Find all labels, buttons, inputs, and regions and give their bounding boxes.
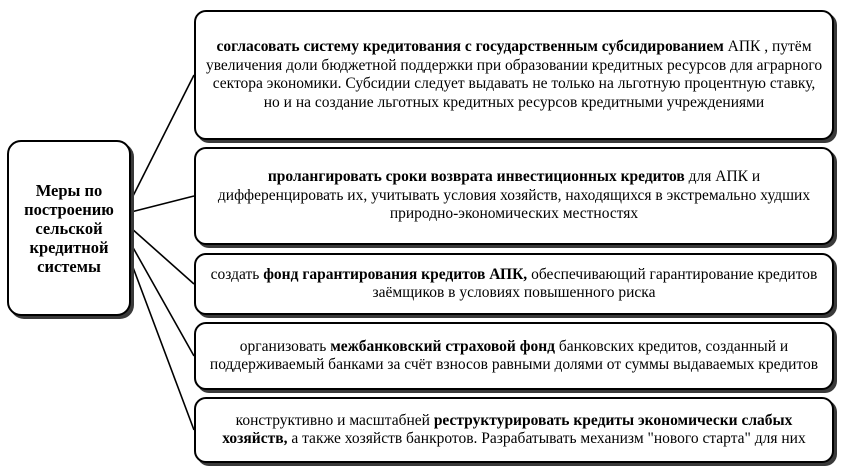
measure-text-5 <box>204 412 824 449</box>
measure-4-bold: межбанковский страховой фонд <box>330 337 555 355</box>
measure-3-rest: обеспечивающий гарантирование кредитов заёмщиков в условиях повышенного риска <box>372 265 818 301</box>
connector-3 <box>131 228 194 284</box>
connector-4 <box>131 244 194 356</box>
measure-text-1 <box>204 38 824 112</box>
measure-3-lead: создать <box>210 265 264 283</box>
measure-4-lead: организовать <box>239 337 331 355</box>
connector-2 <box>131 196 194 212</box>
measure-1-rest: АПК , путём увеличения доли бюджетной поддержки при образовании кредитных ресурсов для аграрного сектора экономики. Субсидии следует выдавать не только на льготную процентную ставку, но и на создание льготных кредитных ресурсов кредитными учреждениями <box>205 38 823 111</box>
measure-text-4 <box>204 338 824 375</box>
measure-2-rest: для АПК и дифференцировать их, учитывать условия хозяйств, находящихся в экстремально худших природно-экономических местностях <box>217 168 811 223</box>
measure-text-3 <box>204 266 824 303</box>
measure-box-4 <box>194 322 834 390</box>
measure-5-lead: конструктивно и масштабней <box>235 411 434 429</box>
measure-4-rest: банковских кредитов, созданный и поддерживаемый банками за счёт взносов равными долями от суммы выдаваемых кредитов <box>209 337 819 373</box>
measure-box-3 <box>194 253 834 315</box>
root-label: Меры по построению сельской кредитной системы <box>24 180 114 276</box>
root-node <box>7 140 131 316</box>
measure-text-2 <box>204 168 824 224</box>
measure-5-bold: реструктурировать кредиты экономически слабых хозяйств, <box>222 411 793 447</box>
measure-5-rest: а также хозяйств банкротов. Разрабатывать механизм "нового старта" для них <box>287 430 806 447</box>
connector-1 <box>131 75 194 200</box>
measure-box-2 <box>194 147 834 245</box>
measure-box-1 <box>194 10 834 140</box>
measure-1-bold: согласовать систему кредитования с государственным субсидированием <box>216 38 724 55</box>
connector-5 <box>131 262 194 430</box>
measure-3-bold: фонд гарантирования кредитов АПК, <box>263 265 528 283</box>
measure-2-bold: пролангировать сроки возврата инвестиционных кредитов <box>267 168 685 186</box>
measure-box-5 <box>194 397 834 463</box>
